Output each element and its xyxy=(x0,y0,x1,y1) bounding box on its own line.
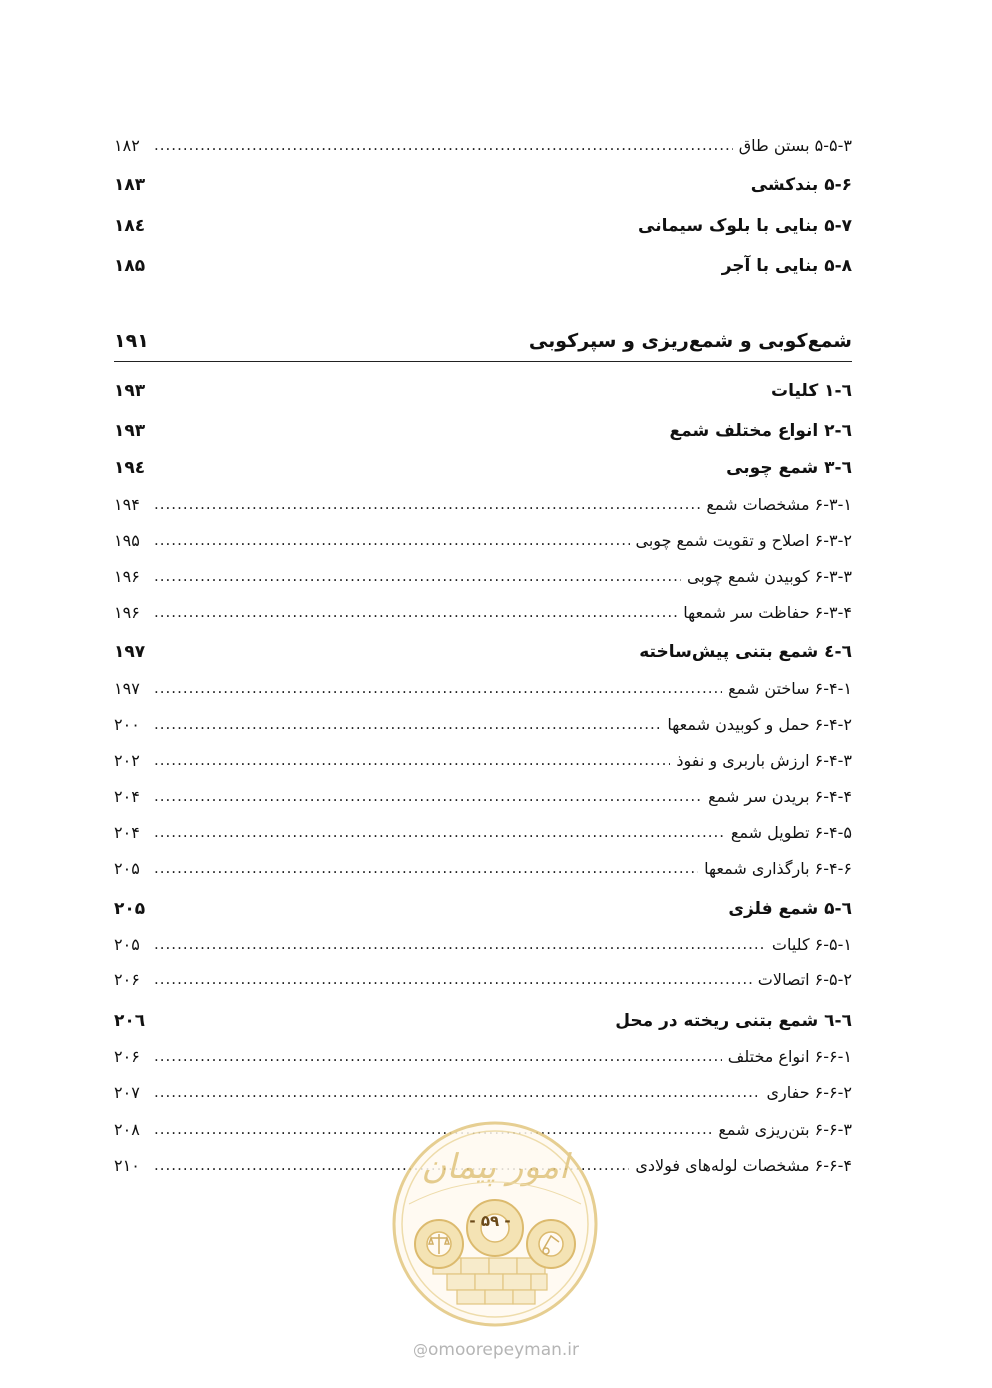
toc-page-number: ۱۹۵ xyxy=(114,530,140,550)
toc-entry-title: ۶-۳-۱ مشخصات شمع xyxy=(706,494,852,514)
toc-chapter-entry[interactable] xyxy=(114,326,852,356)
toc-page-number: ۲۰۶ xyxy=(114,1046,140,1066)
toc-page-number: ۲۰۸ xyxy=(114,1119,140,1139)
toc-page-number: ۱۹۷ xyxy=(114,642,146,662)
toc-entry[interactable] xyxy=(114,597,852,627)
chapter-divider-line xyxy=(114,361,852,362)
toc-entry[interactable] xyxy=(114,745,852,775)
leader-dots xyxy=(154,567,681,585)
toc-entry[interactable] xyxy=(114,853,852,883)
toc-entry-title: ۶-۴-۴ بریدن سر شمع xyxy=(708,786,852,806)
toc-page-number: ۱۹۶ xyxy=(114,566,140,586)
toc-page-number: ۱۹٤ xyxy=(114,458,146,478)
toc-entry-title: ٦-٤ شمع بتنی پیش‌ساخته xyxy=(639,642,852,662)
toc-entry-title: ٦-۳ شمع چوبی xyxy=(726,458,852,478)
page-number: - ۵۹ - xyxy=(469,1212,511,1230)
toc-section-entry[interactable] xyxy=(114,416,852,446)
leader-dots xyxy=(154,1083,760,1101)
leader-dots xyxy=(154,679,722,697)
toc-section-entry[interactable] xyxy=(114,376,852,406)
toc-entry[interactable] xyxy=(114,817,852,847)
toc-entry-title: ٦-۲ انواع مختلف شمع xyxy=(669,421,852,441)
toc-page-number: ۲۰۵ xyxy=(114,899,146,919)
toc-page-number: ۱۸۵ xyxy=(114,256,146,276)
toc-entry-title: ۵-۸ بنایی با آجر xyxy=(721,256,852,276)
toc-section-entry[interactable] xyxy=(114,1006,852,1036)
leader-dots xyxy=(154,935,766,953)
leader-dots xyxy=(154,495,700,513)
toc-entry-title: ۶-۶-۴ مشخصات لوله‌های فولادی xyxy=(635,1155,852,1175)
toc-entry-title: ۶-۴-۳ ارزش باربری و نفوذ xyxy=(676,750,852,770)
leader-dots xyxy=(154,715,661,733)
toc-section-entry[interactable] xyxy=(114,637,852,667)
toc-page-number: ۲۰۷ xyxy=(114,1082,140,1102)
toc-entry-title: ٦-۵ شمع فلزی xyxy=(728,899,852,919)
toc-entry[interactable] xyxy=(114,525,852,555)
toc-page-number: ۲۰٦ xyxy=(114,1011,146,1031)
toc-entry-title: ۶-۵-۱ کلیات xyxy=(771,934,852,954)
toc-entry-title: ۶-۴-۱ ساختن شمع xyxy=(728,678,852,698)
toc-page-number: ۱۸۲ xyxy=(114,135,140,155)
website-footer-watermark xyxy=(396,1340,596,1360)
toc-page-number: ۲۰۶ xyxy=(114,969,140,989)
chapter-title: شمع‌کوبی و شمع‌ریزی و سپرکوبی xyxy=(528,330,852,352)
toc-page-number: ۱۸۳ xyxy=(114,175,146,195)
toc-entry[interactable] xyxy=(114,1041,852,1071)
toc-entry-title: ۶-۶-۱ انواع مختلف xyxy=(727,1046,852,1066)
toc-entry-title: ۶-۴-۲ حمل و کوبیدن شمعها xyxy=(667,714,852,734)
toc-page-number: ۱۹۷ xyxy=(114,678,140,698)
toc-page-number: ۱۸٤ xyxy=(114,216,146,236)
toc-entry-title: ۵-۷ بنایی با بلوک سیمانی xyxy=(638,216,852,236)
toc-entry[interactable] xyxy=(114,673,852,703)
leader-dots xyxy=(154,603,677,621)
toc-page-number: ۱۹۴ xyxy=(114,494,140,514)
leader-dots xyxy=(154,970,752,988)
toc-section-entry[interactable] xyxy=(114,453,852,483)
toc-entry-title: ۵-۶ بندکشی xyxy=(750,175,852,195)
toc-entry[interactable] xyxy=(114,489,852,519)
leader-dots xyxy=(154,1047,722,1065)
leader-dots xyxy=(154,751,670,769)
toc-entry[interactable] xyxy=(114,964,852,994)
toc-page-number: ۲۰۰ xyxy=(114,714,140,734)
table-of-contents xyxy=(114,0,852,1200)
toc-entry-title: ۶-۴-۵ تطویل شمع xyxy=(730,822,852,842)
toc-entry[interactable] xyxy=(114,709,852,739)
toc-entry-title: ٦-۱ کلیات xyxy=(771,381,852,401)
toc-entry-title: ۶-۴-۶ بارگذاری شمعها xyxy=(704,858,852,878)
toc-entry-title: ۶-۳-۲ اصلاح و تقویت شمع چوبی xyxy=(635,530,852,550)
toc-entry[interactable] xyxy=(114,130,852,160)
toc-entry-title: ٦-٦ شمع بتنی ریخته در محل xyxy=(615,1011,852,1031)
toc-entry-title: ۶-۳-۳ کوبیدن شمع چوبی xyxy=(686,566,852,586)
leader-dots xyxy=(154,859,698,877)
toc-page-number: ۱۹۳ xyxy=(114,381,146,401)
leader-dots xyxy=(154,787,702,805)
toc-page-number: ۲۰۵ xyxy=(114,934,140,954)
toc-entry[interactable] xyxy=(114,929,852,959)
toc-entry-title: ۵-۵-۳ بستن طاق xyxy=(738,135,852,155)
leader-dots xyxy=(154,136,733,154)
toc-entry-title: ۶-۶-۲ حفاری xyxy=(766,1082,852,1102)
website-url: omoorepeyman.ir xyxy=(427,1340,580,1360)
at-icon: @ xyxy=(412,1341,428,1359)
toc-section-entry[interactable] xyxy=(114,211,852,241)
toc-entry-title: ۶-۳-۴ حفاظت سر شمعها xyxy=(683,602,852,622)
toc-entry[interactable] xyxy=(114,781,852,811)
toc-entry-title: ۶-۶-۳ بتن‌ریزی شمع xyxy=(718,1119,852,1139)
toc-page-number: ۲۰۵ xyxy=(114,858,140,878)
seal-lettering: امور پیمان xyxy=(421,1147,569,1187)
toc-page-number: ۲۰۴ xyxy=(114,822,140,842)
toc-page-number: ۲۰۲ xyxy=(114,750,140,770)
leader-dots xyxy=(154,823,725,841)
toc-page-number: ۱۹۶ xyxy=(114,602,140,622)
toc-page-number: ۲۰۴ xyxy=(114,786,140,806)
toc-entry[interactable] xyxy=(114,1077,852,1107)
toc-section-entry[interactable] xyxy=(114,894,852,924)
toc-section-entry[interactable] xyxy=(114,170,852,200)
toc-entry-title: ۶-۵-۲ اتصالات xyxy=(757,969,852,989)
toc-page-number: ۱۹۳ xyxy=(114,421,146,441)
toc-entry[interactable] xyxy=(114,561,852,591)
leader-dots xyxy=(154,531,630,549)
toc-page-number: ۲۱۰ xyxy=(114,1155,140,1175)
toc-section-entry[interactable] xyxy=(114,251,852,281)
toc-page-number: ۱۹۱ xyxy=(114,330,149,352)
